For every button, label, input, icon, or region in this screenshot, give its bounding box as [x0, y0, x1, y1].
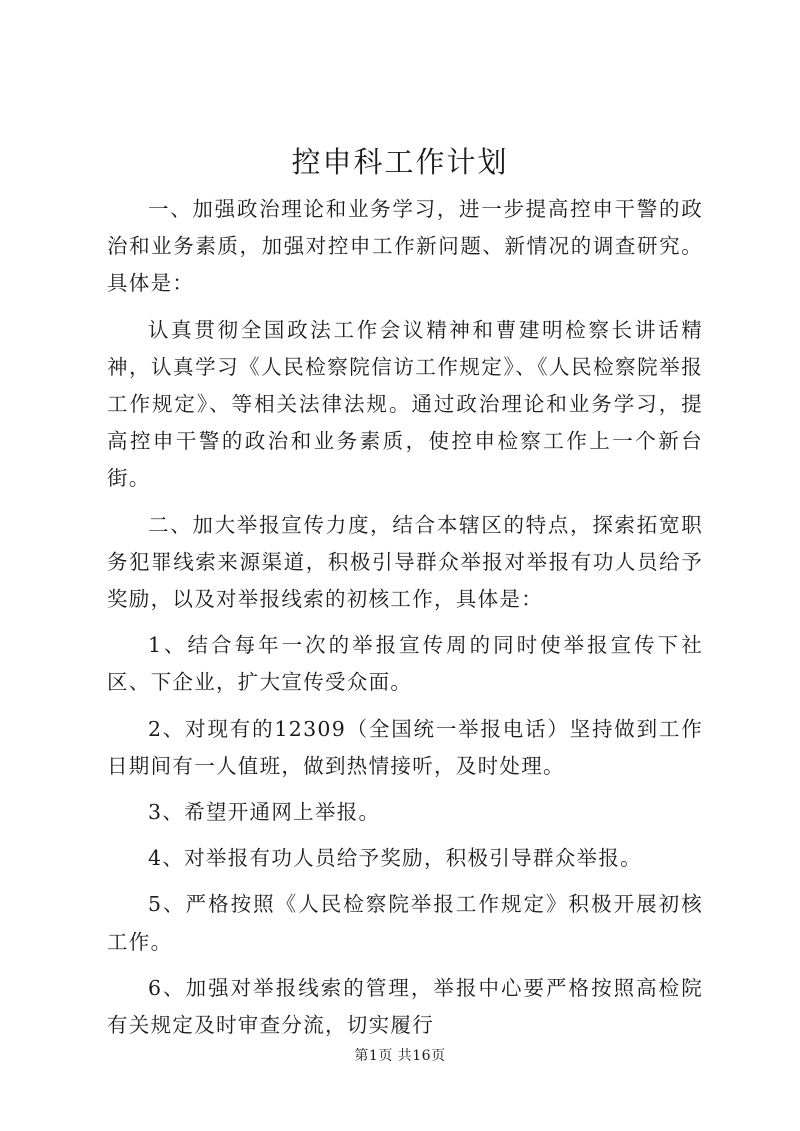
paragraph-section-2: 二、加大举报宣传力度，结合本辖区的特点，探索拓宽职务犯罪线索来源渠道，积极引导群众举报对举报有功人员给予奖励，以及对举报线索的初核工作，具体是：: [107, 512, 703, 612]
list-item-3: 3、希望开通网上举报。: [148, 800, 381, 825]
list-item-1: 1、结合每年一次的举报宣传周的同时使举报宣传下社区、下企业，扩大宣传受众面。: [107, 633, 703, 695]
list-item-5: 5、严格按照《人民检察院举报工作规定》积极开展初核工作。: [107, 892, 703, 954]
document-body: [107, 191, 703, 1053]
page-footer: 第1页 共16页: [354, 1048, 446, 1064]
list-item-2: 2、对现有的12309（全国统一举报电话）坚持做到工作日期间有一人值班，做到热情接听，及时处理。: [107, 716, 703, 778]
list-item-6: 6、加强对举报线索的管理，举报中心要严格按照高检院有关规定及时审查分流，切实履行: [107, 975, 703, 1038]
paragraph-section-1: 一、加强政治理论和业务学习，进一步提高控申干警的政治和业务素质，加强对控申工作新问题、新情况的调查研究。具体是：: [107, 197, 703, 296]
document-title: 控申科工作计划: [291, 145, 509, 179]
paragraph-section-1-detail: 认真贯彻全国政法工作会议精神和曹建明检察长讲话精神，认真学习《人民检察院信访工作规定》、《人民检察院举报工作规定》、等相关法律法规。通过政治理论和业务学习，提高控申干警的政治和业务素质，使控申检察工作上一个新台街。: [107, 317, 703, 491]
list-item-4: 4、对举报有功人员给予奖励，积极引导群众举报。: [148, 846, 642, 871]
